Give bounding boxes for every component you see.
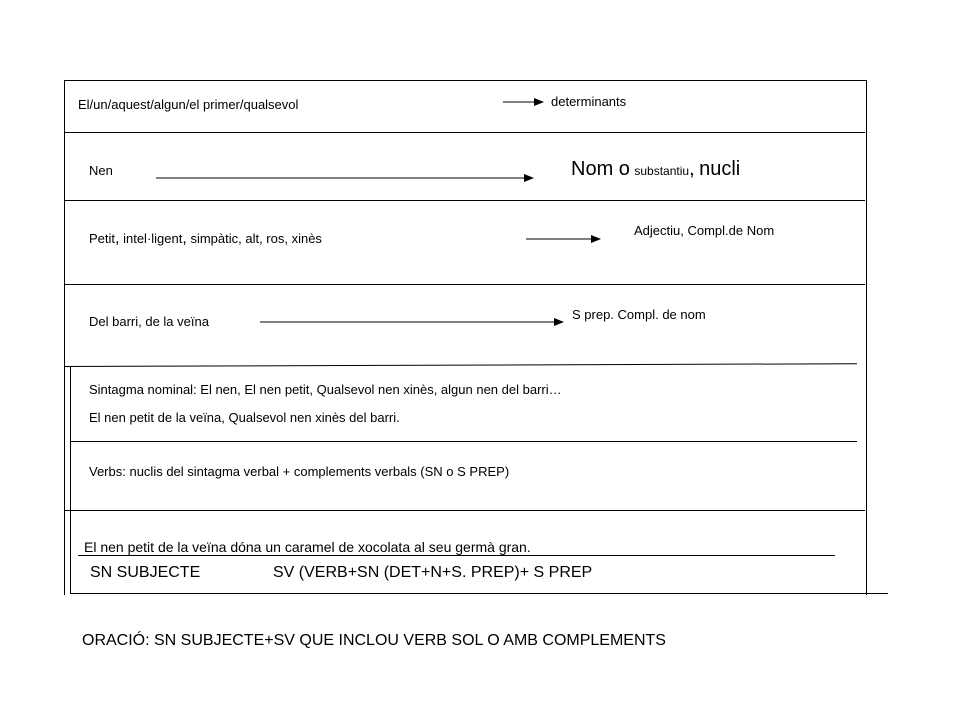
nucli-label-end: nucli	[699, 158, 741, 180]
adjectiu-w3: simpàtic, alt, ros, xinès	[190, 231, 322, 246]
adjectiu-words	[89, 230, 322, 248]
adjectiu-w2: intel·ligent	[123, 231, 183, 246]
example-sv-label: SV (VERB+SN (DET+N+S. PREP)+ S PREP	[273, 564, 593, 581]
sprep-label: S prep. Compl. de nom	[572, 307, 706, 322]
adjectiu-label: Adjectiu, Compl.de Nom	[634, 223, 775, 238]
adjectiu-comma1: ,	[115, 230, 120, 247]
nucli-word: Nen	[89, 163, 113, 178]
determinants-label: determinants	[551, 94, 627, 109]
determinants-words: El/un/aquest/algun/el primer/qualsevol	[78, 97, 299, 112]
sintagma-line1: Sintagma nominal: El nen, El nen petit, Qualsevol nen xinès, algun nen del barri…	[89, 382, 562, 397]
nucli-label	[571, 158, 740, 181]
example-sn-label: SN SUBJECTE	[90, 564, 201, 581]
example-sentence: El nen petit de la veïna dóna un caramel de xocolata al seu germà gran.	[84, 539, 531, 555]
footer-text: ORACIÓ: SN SUBJECTE+SV QUE INCLOU VERB SOL O AMB COMPLEMENTS	[82, 632, 666, 649]
adjectiu-comma2: ,	[182, 230, 187, 247]
adjectiu-w1: Petit	[89, 231, 116, 246]
sprep-words: Del barri, de la veïna	[89, 314, 209, 329]
nucli-label-main: Nom o	[571, 158, 630, 180]
nucli-label-small: substantiu	[634, 164, 690, 178]
nucli-label-comma: ,	[689, 158, 695, 180]
verbs-text: Verbs: nuclis del sintagma verbal + complements verbals (SN o S PREP)	[89, 464, 510, 479]
sintagma-line2: El nen petit de la veïna, Qualsevol nen xinès del barri.	[89, 410, 400, 425]
example-underline	[78, 555, 835, 556]
